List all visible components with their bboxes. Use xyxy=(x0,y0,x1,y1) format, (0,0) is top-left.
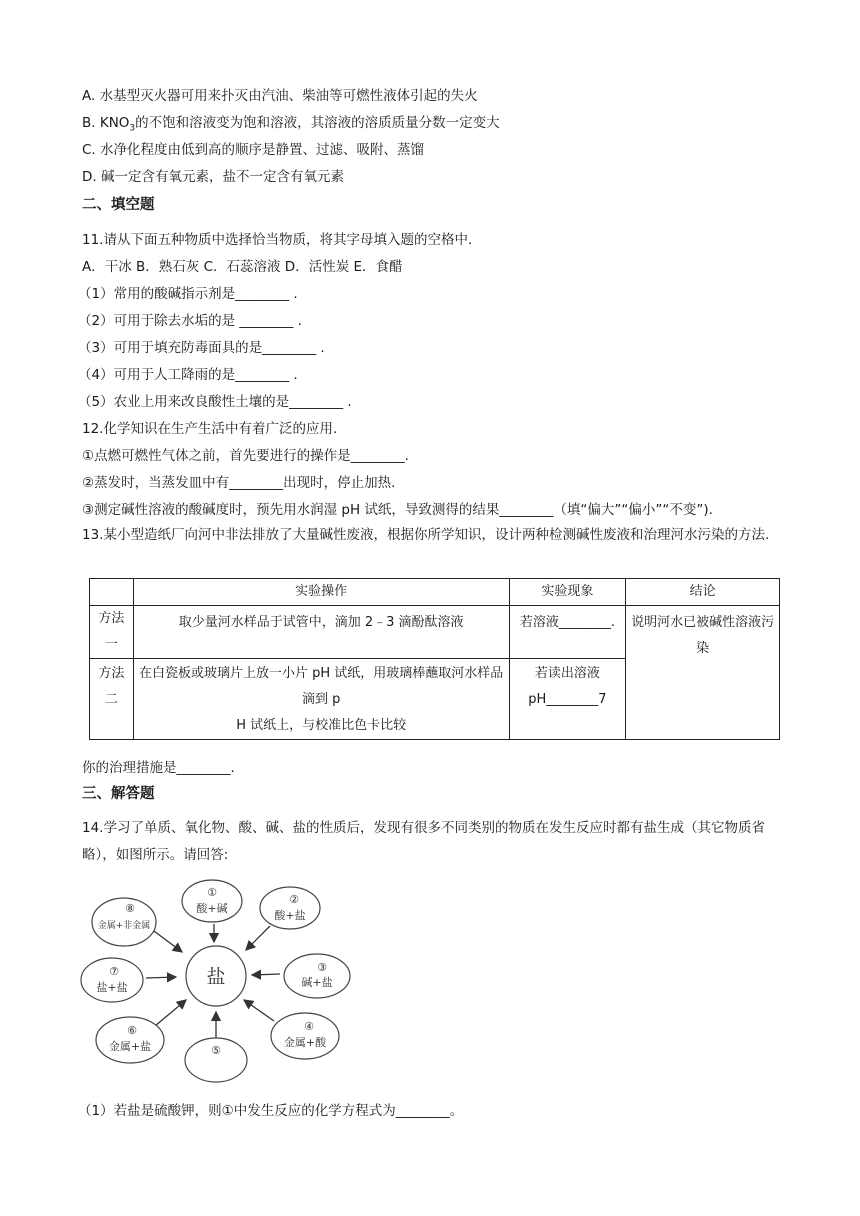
table-cell-conclusion: 说明河水已被碱性溶液污染 xyxy=(626,606,780,740)
table-cell-phenomenon: 若溶液________. xyxy=(509,606,626,659)
node-7-label: 盐+盐 xyxy=(96,981,128,994)
table-header-row xyxy=(90,579,780,606)
arrow-4 xyxy=(244,1000,274,1021)
section-heading-answer: 三、解答题 xyxy=(82,786,155,802)
question-11-item-1: （1）常用的酸碱指示剂是________ . xyxy=(78,286,298,302)
table-header-empty xyxy=(90,579,134,606)
node-6-label: 金属+盐 xyxy=(108,1040,152,1053)
question-12-item-1: ①点燃可燃性气体之前，首先要进行的操作是________. xyxy=(82,448,409,464)
table-header-conclusion: 结论 xyxy=(626,579,780,606)
question-13-after: 你的治理措施是________. xyxy=(82,760,235,776)
question-12-item-3: ③测定碱性溶液的酸碱度时，预先用水润湿 pH 试纸，导致测得的结果________（填“偏大”“偏小”“不变”). xyxy=(82,502,713,518)
question-13-stem: 13.某小型造纸厂向河中非法排放了大量碱性废液，根据你所学知识，设计两种检测碱性废液和治理河水污染的方法. xyxy=(82,527,770,543)
question-12-stem: 12.化学知识在生产生活中有着广泛的应用. xyxy=(82,421,338,437)
option-b-subscript: 3 xyxy=(129,123,136,134)
node-7-number: ⑦ xyxy=(109,965,119,978)
table-row xyxy=(90,606,780,659)
node-3-label: 碱+盐 xyxy=(301,976,333,989)
node-6-number: ⑥ xyxy=(127,1024,137,1037)
option-a: A. 水基型灭火器可用来扑灭由汽油、柴油等可燃性液体引起的失火 xyxy=(82,88,478,104)
question-11-stem: 11.请从下面五种物质中选择恰当物质，将其字母填入题的空格中. xyxy=(82,232,473,248)
arrow-3 xyxy=(252,974,280,975)
option-b-suffix: 的不饱和溶液变为饱和溶液，其溶液的溶质质量分数一定变大 xyxy=(135,115,500,131)
table-cell-method: 方法二 xyxy=(90,659,134,740)
section-heading-fill-blank: 二、填空题 xyxy=(82,197,155,213)
table-cell-operation: 在白瓷板或玻璃片上放一小片 pH 试纸，用玻璃棒蘸取河水样品滴到 p H 试纸上，与校准比色卡比较 xyxy=(133,659,509,740)
experiment-table xyxy=(89,578,780,740)
node-2-label: 酸+盐 xyxy=(274,909,306,922)
salt-formation-diagram xyxy=(80,876,355,1084)
table-cell-method: 方法一 xyxy=(90,606,134,659)
question-14-stem: 14.学习了单质、氧化物、酸、碱、盐的性质后，发现有很多不同类别的物质在发生反应时都有盐生成（其它物质省略），如图所示。请回答: xyxy=(82,820,765,863)
node-4-label: 金属+酸 xyxy=(283,1036,327,1049)
node-8-number: ⑧ xyxy=(125,902,135,915)
question-11-item-5: （5）农业上用来改良酸性土壤的是________ . xyxy=(78,394,352,410)
node-3-number: ③ xyxy=(317,961,327,974)
option-b xyxy=(82,113,500,139)
option-c: C. 水净化程度由低到高的顺序是静置、过滤、吸附、蒸馏 xyxy=(82,142,425,158)
question-11-choices: A．干冰 B．熟石灰 C．石蕊溶液 D．活性炭 E．食醋 xyxy=(82,259,403,275)
center-salt-label: 盐 xyxy=(206,966,226,988)
option-b-prefix: B. KNO xyxy=(82,115,130,131)
question-11-item-2: （2）可用于除去水垢的是 ________ . xyxy=(78,313,302,329)
arrow-6 xyxy=(155,1000,186,1026)
node-5-number: ⑤ xyxy=(211,1044,221,1057)
question-12-item-2: ②蒸发时，当蒸发皿中有________出现时，停止加热. xyxy=(82,475,396,491)
table-header-operation: 实验操作 xyxy=(133,579,509,606)
question-14-sub-1: （1）若盐是硫酸钾，则①中发生反应的化学方程式为________。 xyxy=(78,1103,464,1119)
node-8-label: 金属+非金属 xyxy=(97,921,151,931)
node-1-label: 酸+碱 xyxy=(196,902,228,915)
arrow-8 xyxy=(150,928,182,952)
node-1-number: ① xyxy=(207,886,217,899)
arrow-7 xyxy=(146,977,176,978)
option-d: D. 碱一定含有氧元素，盐不一定含有氧元素 xyxy=(82,169,344,185)
node-4-number: ④ xyxy=(304,1020,314,1033)
node-2-number: ② xyxy=(289,893,299,906)
table-cell-phenomenon: 若读出溶液pH________7 xyxy=(509,659,626,740)
question-11-item-3: （3）可用于填充防毒面具的是________ . xyxy=(78,340,325,356)
table-cell-operation: 取少量河水样品于试管中，滴加 2﹣3 滴酚酞溶液 xyxy=(133,606,509,659)
table-header-phenomenon: 实验现象 xyxy=(509,579,626,606)
arrow-2 xyxy=(246,926,270,950)
question-11-item-4: （4）可用于人工降雨的是________ . xyxy=(78,367,298,383)
